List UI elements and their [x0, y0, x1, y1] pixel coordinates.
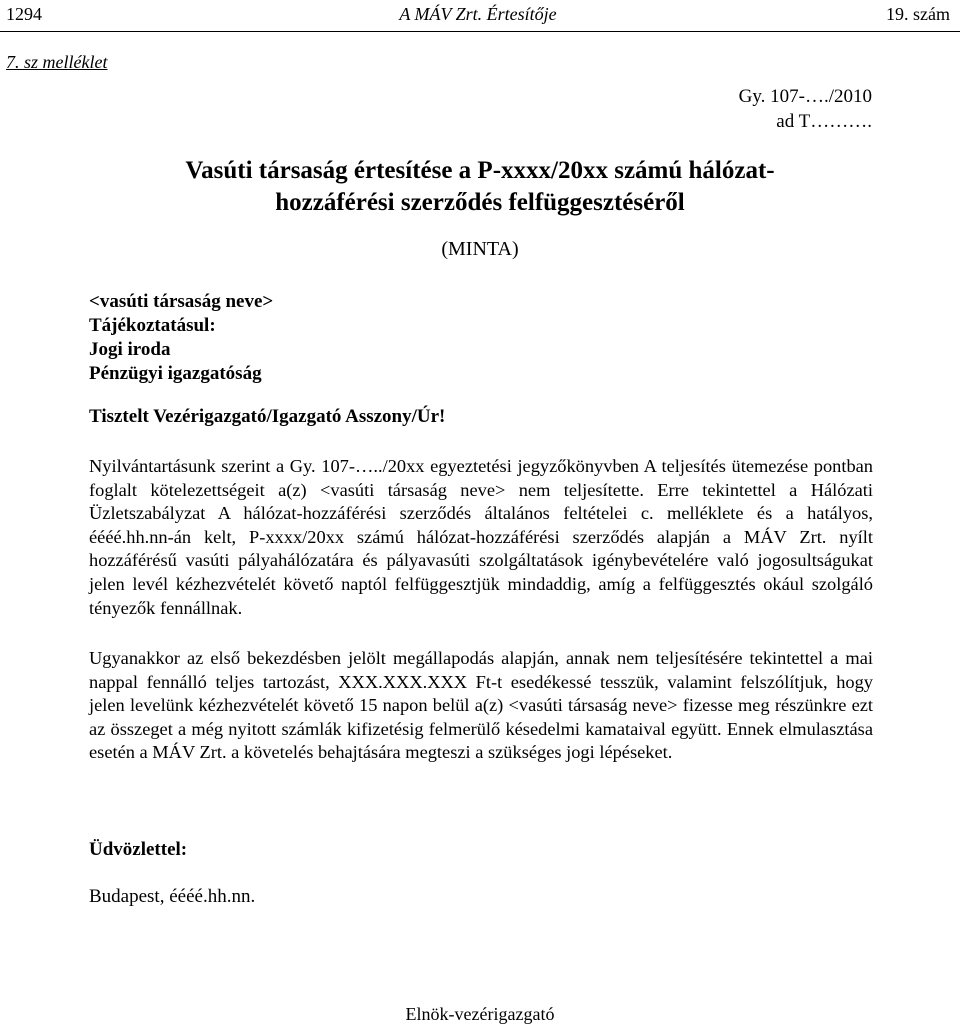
header-divider: [0, 31, 960, 32]
body-paragraph-1: Nyilvántartásunk szerint a Gy. 107-…../20xx egyeztetési jegyzőkönyvben A teljesítés ütemezése pontban foglalt kötelezettségeit a(z) <vasúti társaság neve> nem teljesítette. Erre tekintettel a Hálózati Üzletszabályzat A hálózat-hozzáférési szerződés általános feltételei c. melléklete és a hatályos, éééé.hh.nn-án kelt, P-xxxx/20xx számú hálózat-hozzáférési szerződés alapján a MÁV Zrt. nyílt hozzáférésű vasúti pályahálózatára és pályavasúti szolgáltatások igénybevételére való jogosultságukat jelen levél kézhezvételét követő naptól felfüggesztjük mindaddig, amíg a felfüggesztés okául szolgáló tényezők fennállnak.: [89, 456, 873, 618]
title-line-2: hozzáférési szerződés felfüggesztéséről: [275, 189, 685, 216]
reference-line-1: Gy. 107-…./2010: [738, 86, 872, 107]
place-date: Budapest, éééé.hh.nn.: [89, 886, 256, 907]
body-paragraph-2: Ugyanakkor az első bekezdésben jelölt megállapodás alapján, annak nem teljesítésére tekintettel a mai nappal fennálló teljes tartozást, XXX.XXX.XXX Ft-t esedékessé tesszük, valamint felszólítjuk, hogy jelen levelünk kézhezvételét követő 15 napon belül a(z) <vasúti társaság neve> fizesse meg részünkre ezt az összeget a még nyitott számlák kifizetésig felmerülő késedelmi kamataival együtt. Ennek elmulasztása esetén a MÁV Zrt. a követelés behajtására megteszi a szükséges jogi lépéseket.: [89, 648, 873, 763]
page-header: [6, 4, 950, 28]
signer-title: Elnök-vezérigazgató: [405, 1004, 555, 1024]
addressee-line: <vasúti társaság neve>: [89, 291, 274, 312]
page-number: 1294: [6, 4, 42, 24]
journal-title: A MÁV Zrt. Értesítője: [399, 4, 557, 24]
title-line-1: Vasúti társaság értesítése a P-xxxx/20xx számú hálózat-: [185, 157, 775, 184]
salutation: Tisztelt Vezérigazgató/Igazgató Asszony/Úr!: [89, 406, 446, 427]
addressee-block: [89, 290, 273, 386]
annex-label: 7. sz melléklet: [6, 52, 108, 72]
closing-greeting: Üdvözlettel:: [89, 839, 188, 860]
addressee-line: Jogi iroda: [89, 339, 171, 360]
document-title: [60, 155, 900, 219]
reference-line-2: ad T……….: [776, 111, 872, 132]
addressee-line: Tájékoztatásul:: [89, 315, 216, 336]
addressee-line: Pénzügyi igazgatóság: [89, 363, 262, 384]
issue-number: 19. szám: [886, 4, 950, 24]
sample-label: (MINTA): [441, 238, 519, 260]
reference-number: [739, 84, 872, 134]
